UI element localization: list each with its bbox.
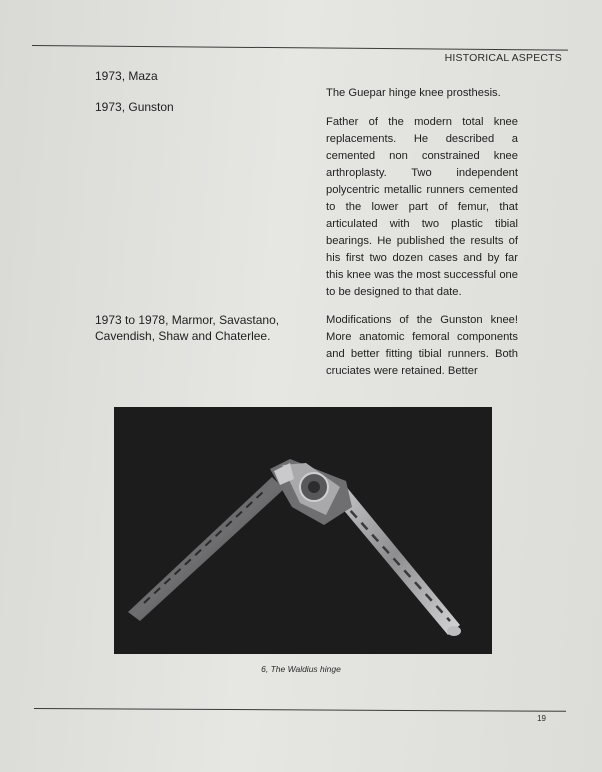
- figure-caption: 6, The Waldius hinge: [261, 664, 341, 674]
- header-rule: [32, 45, 568, 51]
- entry-paragraph: Father of the modern total knee replacements. He described a cemented non constrained knee arthroplasty. Two independent polycentric metallic runners cemented to the lower part of femur, that articulated with two plastic tibial bearings. He published the results of his first two dozen cases and by far this knee was the most successful one to be designed to that date.: [326, 116, 518, 298]
- entry-text-gunston: [326, 114, 518, 301]
- entry-year-maza: 1973, Maza: [95, 69, 158, 83]
- entry-paragraph: The Guepar hinge knee prosthesis.: [326, 87, 501, 99]
- running-header: HISTORICAL ASPECTS: [444, 52, 562, 64]
- entry-paragraph: Modifications of the Gunston knee! More anatomic femoral components and better fitting tibial runners. Both cruciates were retained. Better: [326, 314, 518, 377]
- hinge-illustration: [114, 407, 492, 654]
- entry-year-marmor: 1973 to 1978, Marmor, Savastano, Cavendish, Shaw and Chaterlee.: [95, 313, 280, 343]
- entry-text-maza: [326, 85, 518, 102]
- page-number: 19: [537, 714, 546, 723]
- entry-text-marmor: [326, 312, 518, 380]
- waldius-hinge-photo: [114, 407, 492, 654]
- footer-rule: [34, 708, 566, 712]
- entry-year-gunston: 1973, Gunston: [95, 100, 174, 114]
